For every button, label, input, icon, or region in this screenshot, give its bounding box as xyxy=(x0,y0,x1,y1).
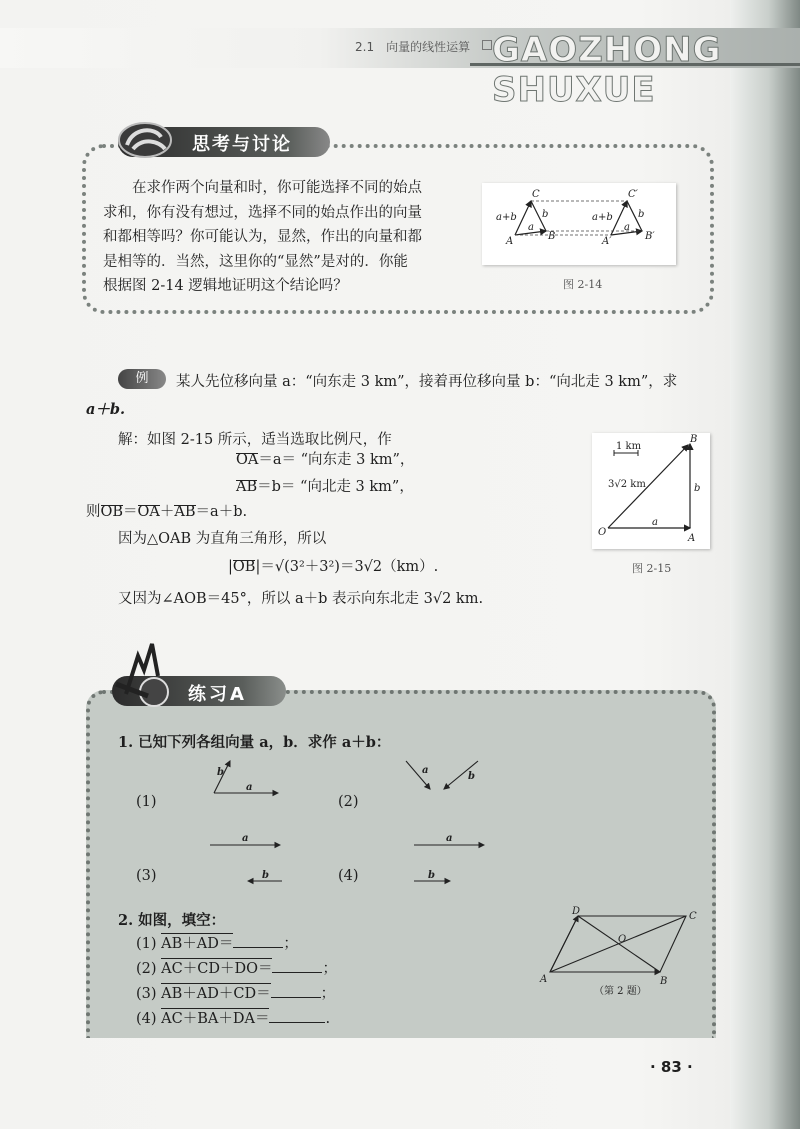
q2-item-label: (3) xyxy=(136,986,157,1002)
page-number: · 83 · xyxy=(650,1058,693,1076)
example-conclusion: 又因为∠AOB＝45°，所以 a＋b 表示向东北走 3√2 km. xyxy=(118,591,484,607)
exercise-logo-icon xyxy=(108,636,188,708)
q2-item-end: ； xyxy=(283,936,298,952)
q2-fig-label: O xyxy=(618,934,627,945)
fig215-label: O xyxy=(598,527,607,538)
vector-sum-equation: 则OB＝OA＋AB＝a＋b. xyxy=(86,504,248,520)
ab-definition xyxy=(236,475,414,496)
q2-item-end: ； xyxy=(320,986,336,1002)
header-watermark: GAOZHONG SHUXUE xyxy=(492,30,722,110)
ab-definition-rhs: ＝b＝ “向北走 3 km”， xyxy=(257,479,414,495)
figure-2-15-caption: 图 2-15 xyxy=(632,562,672,575)
q2-item xyxy=(136,957,337,978)
q2-item-label: (2) xyxy=(136,961,157,977)
right-triangle-text: 因为△OAB 为直角三角形，所以 xyxy=(118,531,327,547)
question-2: 2. 如图，填空： xyxy=(118,912,226,929)
q1-label-b: b xyxy=(262,870,269,881)
vector-ab: AB xyxy=(174,504,196,520)
fig214-label: C′ xyxy=(628,189,638,200)
fig214-label: b xyxy=(638,209,645,220)
q2-figure-caption: （第 2 题） xyxy=(594,986,647,997)
fig214-label: A′ xyxy=(602,236,612,247)
example-line-2: a＋b. xyxy=(86,401,126,418)
q2-fig-label: A xyxy=(540,974,548,985)
then-prefix: 则 xyxy=(86,504,101,520)
fig214-label: a xyxy=(624,222,630,233)
q2-parallelogram-diagram xyxy=(538,906,708,1002)
figure-2-14-diagram xyxy=(482,183,676,265)
question-1: 1. 已知下列各组向量 a，b．求作 a＋b： xyxy=(118,734,391,751)
answer-blank[interactable] xyxy=(271,997,321,998)
answer-blank[interactable] xyxy=(269,1022,325,1023)
q1-part-label: (4) xyxy=(338,868,359,884)
fig215-label: B xyxy=(690,434,698,445)
fig215-hyp: 3√2 km xyxy=(608,479,646,490)
q2-item-expr: AC＋BA＋DA＝ xyxy=(161,1007,269,1028)
q1-label-b: b xyxy=(468,771,475,782)
fig214-label: C xyxy=(532,189,540,200)
figure-2-14-caption: 图 2-14 xyxy=(563,278,603,291)
think-discuss-text xyxy=(103,176,471,299)
think-line: 和都相等吗？你可能认为，显然，作出的向量和都 xyxy=(103,229,422,245)
figure-2-15-diagram xyxy=(592,433,710,549)
q2-item-end: . xyxy=(325,1011,331,1027)
think-line: 根据图 2-14 逻辑地证明这个结论吗？ xyxy=(103,278,348,294)
q1-label-a: a xyxy=(242,833,249,844)
vector-ob: OB xyxy=(232,559,256,575)
fig215-label: A xyxy=(688,533,696,544)
q1-label-a: a xyxy=(446,833,453,844)
page-edge-shadow xyxy=(730,0,800,1129)
answer-blank[interactable] xyxy=(272,972,322,973)
magnitude-equation: |OB|＝√(3²＋3²)＝3√2（km）. xyxy=(228,559,439,575)
exercise-title: 练习A xyxy=(188,684,247,705)
q2-item-expr: AB＋AD＋CD＝ xyxy=(161,982,270,1003)
q2-item-end: ； xyxy=(322,961,337,977)
q2-fig-label: C xyxy=(689,911,697,922)
think-line: 求和，你有没有想过，选择不同的始点作出的向量 xyxy=(103,204,422,221)
vector-oa: OA xyxy=(236,452,259,468)
magnitude-rhs: ＝√(3²＋3²)＝3√2（km）. xyxy=(260,559,439,575)
fig215-scale: 1 km xyxy=(616,441,642,452)
q2-fig-label: D xyxy=(572,906,581,917)
fig215-label: b xyxy=(694,483,701,494)
q1-part-label: (1) xyxy=(136,794,157,810)
fig214-label: a+b xyxy=(592,212,613,223)
q2-item xyxy=(136,932,298,953)
fig214-label: a xyxy=(528,222,534,233)
figure-2-14 xyxy=(482,183,676,265)
fig214-label: A xyxy=(506,236,514,247)
q1-label-b: b xyxy=(217,767,224,778)
example-line-1: 某人先位移向量 a：“向东走 3 km”，接着再位移向量 b：“向北走 3 km”，求 xyxy=(176,374,678,390)
q1-label-b: b xyxy=(428,870,435,881)
q2-item-label: (1) xyxy=(136,936,157,952)
q2-item-label: (4) xyxy=(136,1011,157,1027)
fig214-label: b xyxy=(542,209,549,220)
oa-definition-rhs: ＝a＝ “向东走 3 km”， xyxy=(258,452,415,468)
fig215-label: a xyxy=(652,517,658,528)
q2-item xyxy=(136,982,335,1003)
vector-ab: AB xyxy=(236,479,258,495)
fig214-label: B′ xyxy=(645,231,655,242)
think-discuss-title: 思考与讨论 xyxy=(192,134,292,155)
vector-ob: OB xyxy=(100,504,124,520)
example-badge: 例 xyxy=(118,369,166,389)
fig214-label: a+b xyxy=(496,212,517,223)
oa-definition xyxy=(236,448,414,469)
q1-vectors-diagram xyxy=(200,755,500,895)
fig214-label: B xyxy=(548,231,556,242)
think-line: 是相等的．当然，这里你的“显然”是对的．你能 xyxy=(103,253,408,270)
q1-part-label: (3) xyxy=(136,868,157,884)
q1-part-label: (2) xyxy=(338,794,359,810)
q2-item xyxy=(136,1007,330,1028)
think-line: 在求作两个向量和时，你可能选择不同的始点 xyxy=(103,180,422,196)
q2-fig-label: B xyxy=(660,976,668,987)
answer-blank[interactable] xyxy=(233,947,283,948)
solution-intro: 解：如图 2-15 所示，适当选取比例尺，作 xyxy=(118,432,392,448)
header-square-icon xyxy=(482,40,492,50)
q2-item-expr: AB＋AD＝ xyxy=(161,932,233,953)
q2-item-expr: AC＋CD＋DO＝ xyxy=(161,957,272,978)
q1-label-a: a xyxy=(246,782,253,793)
section-title: 2.1 向量的线性运算 xyxy=(355,40,471,54)
q1-label-a: a xyxy=(422,765,429,776)
vector-oa: OA xyxy=(137,504,160,520)
swirl-logo-icon xyxy=(115,119,179,161)
then-suffix: ＝a＋b. xyxy=(195,504,248,520)
figure-2-15 xyxy=(592,433,710,549)
